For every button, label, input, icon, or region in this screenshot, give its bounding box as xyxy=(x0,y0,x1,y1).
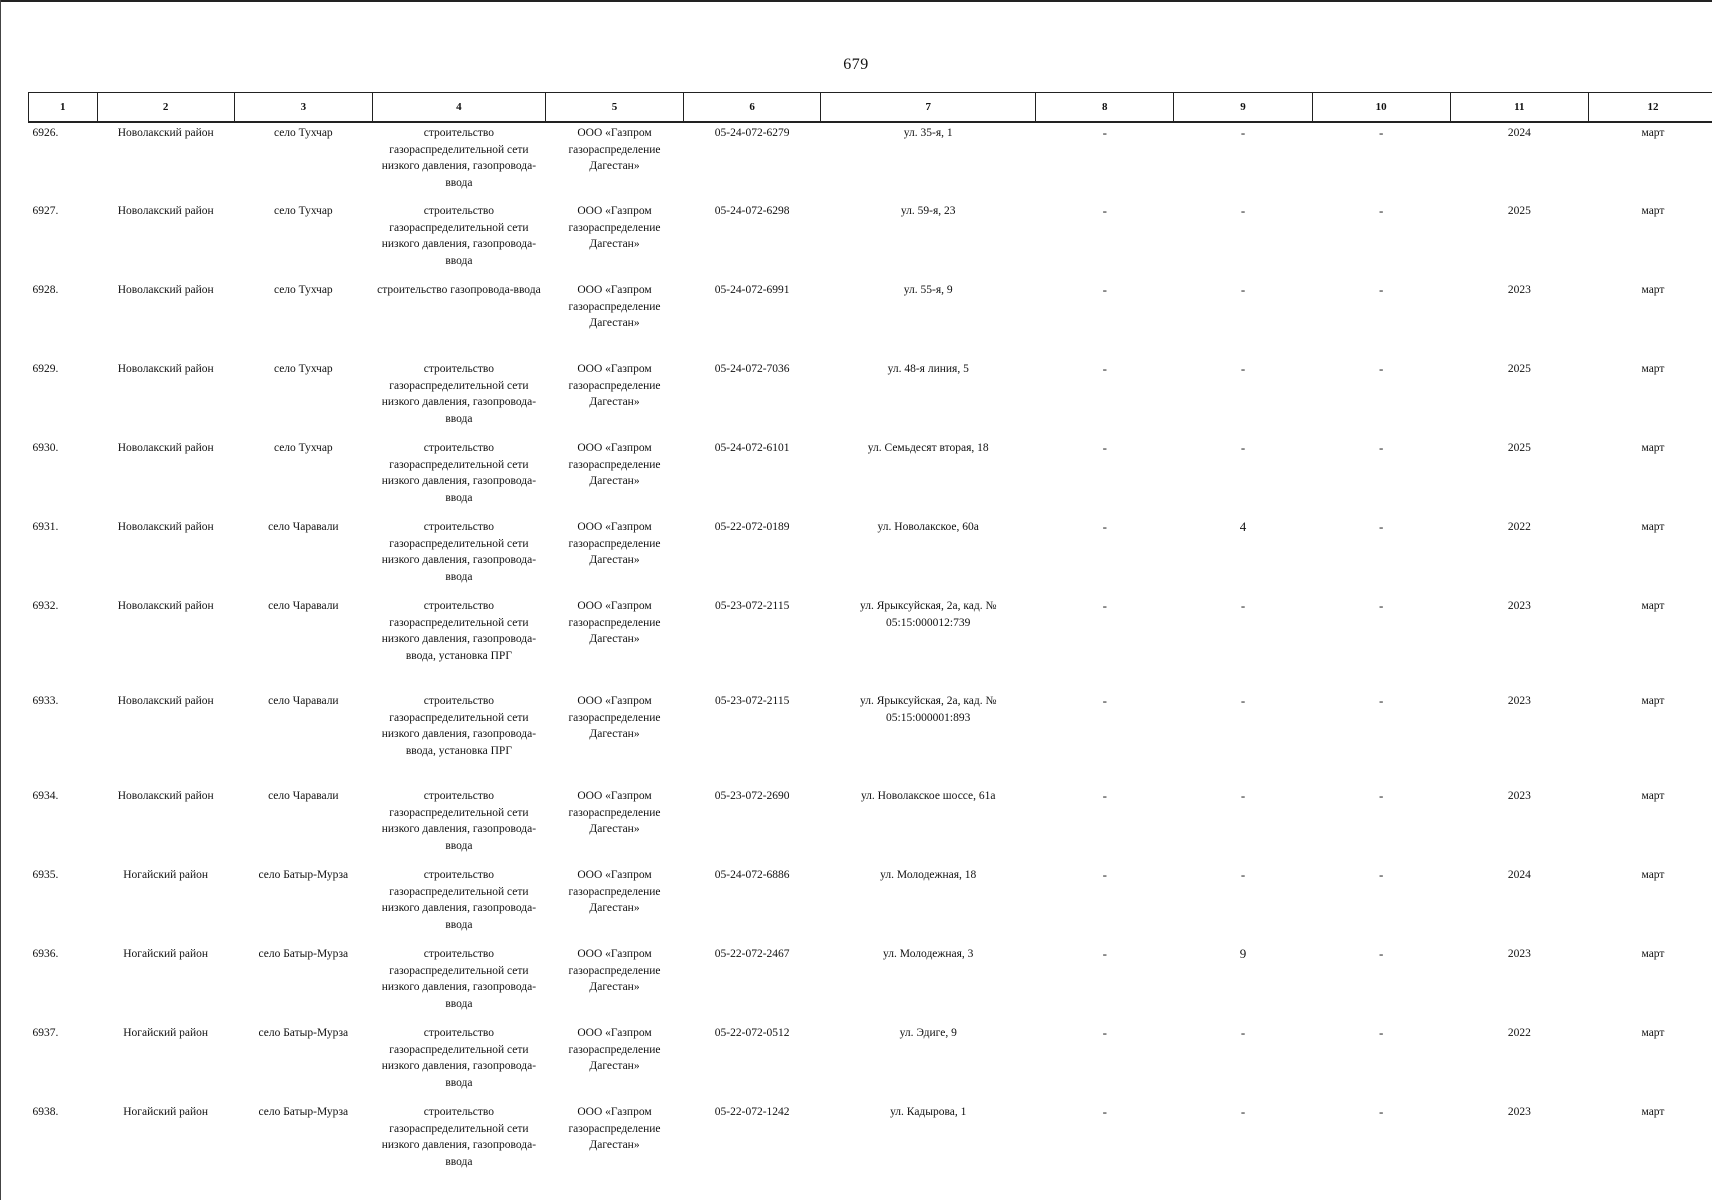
row-number: 6936. xyxy=(32,948,59,960)
registration-number-cell: 05-23-072-2115 xyxy=(715,600,790,612)
col-9-cell: - xyxy=(1240,125,1246,140)
address-cell: ул. Ярыксуйская, 2а, кад. № 05:15:000001:893 xyxy=(860,695,997,724)
settlement-cell: село Батыр-Мурза xyxy=(258,869,349,881)
year-cell: 2023 xyxy=(1507,600,1531,612)
month-cell: март xyxy=(1641,869,1665,881)
work-description-cell: строительство газораспределительной сети низкого давления, газопровода-ввода xyxy=(381,869,537,931)
col-9-cell: - xyxy=(1240,361,1246,376)
col-10-cell: - xyxy=(1379,440,1384,455)
col-9-cell: - xyxy=(1240,203,1246,218)
header-col-12: 12 xyxy=(1588,93,1712,123)
organization-cell: ООО «Газпром газораспределение Дагестан» xyxy=(568,695,661,740)
organization-cell: ООО «Газпром газораспределение Дагестан» xyxy=(568,363,661,408)
organization-cell: ООО «Газпром газораспределение Дагестан» xyxy=(568,948,661,993)
settlement-cell: село Тухчар xyxy=(273,442,333,454)
col-10-cell: - xyxy=(1379,125,1384,140)
organization-cell: ООО «Газпром газораспределение Дагестан» xyxy=(568,1106,661,1151)
organization-cell: ООО «Газпром газораспределение Дагестан» xyxy=(568,205,661,250)
row-number: 6935. xyxy=(32,869,59,881)
col-9-cell: - xyxy=(1240,867,1246,882)
page-number: 679 xyxy=(843,56,869,73)
row-number: 6934. xyxy=(32,790,59,802)
col-8-cell: - xyxy=(1102,867,1107,882)
column-number-header xyxy=(29,93,1712,123)
col-9-cell: - xyxy=(1240,1104,1246,1119)
settlement-cell: село Чаравали xyxy=(268,790,339,802)
district-cell: Новолакский район xyxy=(117,600,214,612)
table-row xyxy=(29,865,1712,944)
col-10-cell: - xyxy=(1379,361,1384,376)
col-8-cell: - xyxy=(1102,1104,1107,1119)
organization-cell: ООО «Газпром газораспределение Дагестан» xyxy=(568,284,661,329)
work-description-cell: строительство газораспределительной сети низкого давления, газопровода-ввода xyxy=(381,127,537,189)
left-border-line xyxy=(0,0,1,1200)
month-cell: март xyxy=(1641,284,1665,296)
settlement-cell: село Тухчар xyxy=(273,205,333,217)
month-cell: март xyxy=(1641,1027,1665,1039)
settlement-cell: село Тухчар xyxy=(273,284,333,296)
work-description-cell: строительство газораспределительной сети низкого давления, газопровода-ввода xyxy=(381,1027,537,1089)
col-9-cell: - xyxy=(1240,440,1246,455)
header-col-2: 2 xyxy=(97,93,234,123)
col-9-cell: - xyxy=(1240,598,1246,613)
registration-number-cell: 05-24-072-6991 xyxy=(714,284,790,296)
table-row xyxy=(29,280,1712,359)
year-cell: 2023 xyxy=(1507,790,1531,802)
work-description-cell: строительство газопровода-ввода xyxy=(377,284,541,296)
header-col-1: 1 xyxy=(29,93,98,123)
organization-cell: ООО «Газпром газораспределение Дагестан» xyxy=(568,442,661,487)
registration-number-cell: 05-22-072-0512 xyxy=(714,1027,790,1039)
address-cell: ул. Новолакское, 60а xyxy=(877,521,979,533)
col-10-cell: - xyxy=(1379,203,1384,218)
month-cell: март xyxy=(1641,521,1665,533)
month-cell: март xyxy=(1641,790,1665,802)
work-description-cell: строительство газораспределительной сети низкого давления, газопровода-ввода xyxy=(381,442,537,504)
district-cell: Новолакский район xyxy=(117,790,214,802)
registration-number-cell: 05-24-072-7036 xyxy=(714,363,790,375)
col-8-cell: - xyxy=(1102,946,1107,961)
col-8-cell: - xyxy=(1102,282,1107,297)
year-cell: 2025 xyxy=(1507,363,1531,375)
col-8-cell: - xyxy=(1102,693,1107,708)
registration-number-cell: 05-23-072-2115 xyxy=(715,695,790,707)
month-cell: март xyxy=(1641,127,1665,139)
table-row xyxy=(29,786,1712,865)
month-cell: март xyxy=(1641,363,1665,375)
row-number: 6938. xyxy=(32,1106,59,1118)
year-cell: 2023 xyxy=(1507,284,1531,296)
registration-number-cell: 05-24-072-6298 xyxy=(714,205,790,217)
col-10-cell: - xyxy=(1379,598,1384,613)
work-description-cell: строительство газораспределительной сети низкого давления, газопровода-ввода xyxy=(381,1106,537,1168)
district-cell: Новолакский район xyxy=(117,363,214,375)
col-10-cell: - xyxy=(1379,519,1384,534)
work-description-cell: строительство газораспределительной сети низкого давления, газопровода-ввода xyxy=(381,521,537,583)
year-cell: 2025 xyxy=(1507,205,1531,217)
district-cell: Новолакский район xyxy=(117,205,214,217)
top-border-line xyxy=(0,0,1712,2)
year-cell: 2023 xyxy=(1507,1106,1531,1118)
col-8-cell: - xyxy=(1102,788,1107,803)
header-col-3: 3 xyxy=(234,93,372,123)
row-number: 6932. xyxy=(32,600,59,612)
district-cell: Ногайский район xyxy=(123,1106,209,1118)
header-col-7: 7 xyxy=(821,93,1036,123)
work-description-cell: строительство газораспределительной сети низкого давления, газопровода-ввода, установка ПРГ xyxy=(381,695,537,757)
col-8-cell: - xyxy=(1102,1025,1107,1040)
col-10-cell: - xyxy=(1379,867,1384,882)
address-cell: ул. 35-я, 1 xyxy=(903,127,953,139)
address-cell: ул. Эдиге, 9 xyxy=(899,1027,957,1039)
header-col-5: 5 xyxy=(545,93,683,123)
settlement-cell: село Батыр-Мурза xyxy=(258,948,349,960)
table-row xyxy=(29,596,1712,691)
header-col-6: 6 xyxy=(684,93,821,123)
district-cell: Ногайский район xyxy=(123,869,209,881)
col-8-cell: - xyxy=(1102,440,1107,455)
header-col-10: 10 xyxy=(1312,93,1450,123)
table-row xyxy=(29,438,1712,517)
settlement-cell: село Батыр-Мурза xyxy=(258,1106,349,1118)
month-cell: март xyxy=(1641,695,1665,707)
col-9-cell: 4 xyxy=(1239,519,1247,534)
address-cell: ул. Молодежная, 18 xyxy=(880,869,977,881)
work-description-cell: строительство газораспределительной сети низкого давления, газопровода-ввода xyxy=(381,205,537,267)
district-cell: Новолакский район xyxy=(117,127,214,139)
address-cell: ул. Семьдесят вторая, 18 xyxy=(867,442,989,454)
organization-cell: ООО «Газпром газораспределение Дагестан» xyxy=(568,790,661,835)
district-cell: Новолакский район xyxy=(117,695,214,707)
row-number: 6931. xyxy=(32,521,59,533)
table-row xyxy=(29,122,1712,201)
year-cell: 2025 xyxy=(1507,442,1531,454)
district-cell: Ногайский район xyxy=(123,1027,209,1039)
col-10-cell: - xyxy=(1379,282,1384,297)
header-col-8: 8 xyxy=(1036,93,1174,123)
col-9-cell: - xyxy=(1240,788,1246,803)
table-row xyxy=(29,201,1712,280)
row-number: 6930. xyxy=(32,442,59,454)
district-cell: Новолакский район xyxy=(117,284,214,296)
col-10-cell: - xyxy=(1379,693,1384,708)
row-number: 6927. xyxy=(32,205,59,217)
registration-number-cell: 05-23-072-2690 xyxy=(714,790,790,802)
settlement-cell: село Тухчар xyxy=(273,127,333,139)
settlement-cell: село Чаравали xyxy=(268,600,339,612)
settlement-cell: село Батыр-Мурза xyxy=(258,1027,349,1039)
row-number: 6929. xyxy=(32,363,59,375)
header-col-9: 9 xyxy=(1174,93,1312,123)
table-row xyxy=(29,359,1712,438)
work-description-cell: строительство газораспределительной сети низкого давления, газопровода-ввода xyxy=(381,948,537,1010)
month-cell: март xyxy=(1641,205,1665,217)
year-cell: 2022 xyxy=(1507,521,1531,533)
header-col-4: 4 xyxy=(372,93,545,123)
settlement-cell: село Чаравали xyxy=(268,695,339,707)
settlement-cell: село Чаравали xyxy=(268,521,339,533)
year-cell: 2024 xyxy=(1507,127,1531,139)
row-number: 6926. xyxy=(32,127,59,139)
address-cell: ул. Новолакское шоссе, 61а xyxy=(860,790,996,802)
address-cell: ул. Молодежная, 3 xyxy=(883,948,974,960)
year-cell: 2022 xyxy=(1507,1027,1531,1039)
col-9-cell: - xyxy=(1240,282,1246,297)
registration-number-cell: 05-22-072-2467 xyxy=(714,948,790,960)
district-cell: Новолакский район xyxy=(117,521,214,533)
month-cell: март xyxy=(1641,442,1665,454)
month-cell: март xyxy=(1641,948,1665,960)
organization-cell: ООО «Газпром газораспределение Дагестан» xyxy=(568,1027,661,1072)
organization-cell: ООО «Газпром газораспределение Дагестан» xyxy=(568,869,661,914)
organization-cell: ООО «Газпром газораспределение Дагестан» xyxy=(568,600,661,645)
address-cell: ул. Ярыксуйская, 2а, кад. № 05:15:000012:739 xyxy=(860,600,997,629)
col-9-cell: 9 xyxy=(1239,946,1247,961)
row-number: 6928. xyxy=(32,284,59,296)
month-cell: март xyxy=(1641,1106,1665,1118)
col-10-cell: - xyxy=(1379,1025,1384,1040)
address-cell: ул. 48-я линия, 5 xyxy=(887,363,969,375)
address-cell: ул. 59-я, 23 xyxy=(900,205,956,217)
work-description-cell: строительство газораспределительной сети низкого давления, газопровода-ввода xyxy=(381,790,537,852)
year-cell: 2024 xyxy=(1507,869,1531,881)
col-8-cell: - xyxy=(1102,125,1107,140)
col-9-cell: - xyxy=(1240,693,1246,708)
year-cell: 2023 xyxy=(1507,948,1531,960)
table-row xyxy=(29,691,1712,786)
address-cell: ул. 55-я, 9 xyxy=(903,284,953,296)
col-10-cell: - xyxy=(1379,946,1384,961)
month-cell: март xyxy=(1641,600,1665,612)
header-col-11: 11 xyxy=(1450,93,1588,123)
registration-number-cell: 05-24-072-6279 xyxy=(714,127,790,139)
col-8-cell: - xyxy=(1102,361,1107,376)
table-row xyxy=(29,517,1712,596)
registry-table xyxy=(28,92,1712,1181)
registration-number-cell: 05-22-072-0189 xyxy=(714,521,790,533)
col-8-cell: - xyxy=(1102,203,1107,218)
address-cell: ул. Кадырова, 1 xyxy=(890,1106,967,1118)
col-8-cell: - xyxy=(1102,519,1107,534)
table-row xyxy=(29,1102,1712,1181)
work-description-cell: строительство газораспределительной сети низкого давления, газопровода-ввода, установка ПРГ xyxy=(381,600,537,662)
col-10-cell: - xyxy=(1379,1104,1384,1119)
table-row xyxy=(29,1023,1712,1102)
year-cell: 2023 xyxy=(1507,695,1531,707)
work-description-cell: строительство газораспределительной сети низкого давления, газопровода-ввода xyxy=(381,363,537,425)
row-number: 6933. xyxy=(32,695,59,707)
organization-cell: ООО «Газпром газораспределение Дагестан» xyxy=(568,127,661,172)
col-10-cell: - xyxy=(1379,788,1384,803)
table-row xyxy=(29,944,1712,1023)
organization-cell: ООО «Газпром газораспределение Дагестан» xyxy=(568,521,661,566)
district-cell: Новолакский район xyxy=(117,442,214,454)
col-8-cell: - xyxy=(1102,598,1107,613)
registration-number-cell: 05-24-072-6886 xyxy=(714,869,790,881)
registration-number-cell: 05-22-072-1242 xyxy=(714,1106,790,1118)
row-number: 6937. xyxy=(32,1027,59,1039)
settlement-cell: село Тухчар xyxy=(273,363,333,375)
col-9-cell: - xyxy=(1240,1025,1246,1040)
registration-number-cell: 05-24-072-6101 xyxy=(714,442,790,454)
district-cell: Ногайский район xyxy=(123,948,209,960)
